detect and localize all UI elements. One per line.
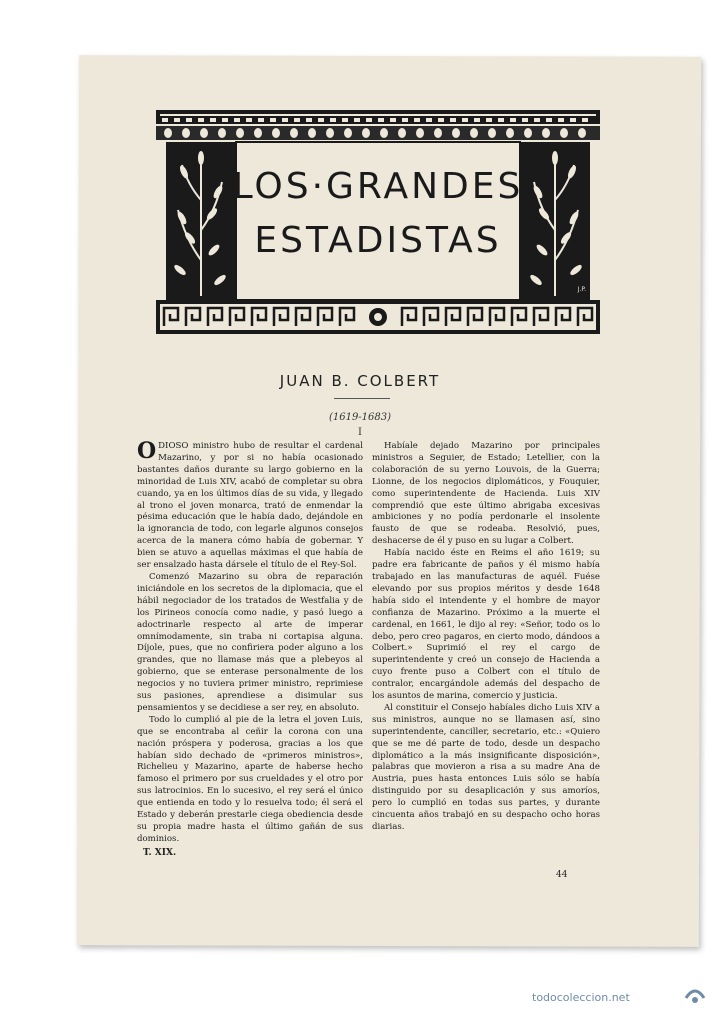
- page-number: 44: [556, 870, 568, 880]
- header-monogram: J.P.: [577, 286, 586, 293]
- text-column-right: [372, 441, 600, 834]
- paragraph: Comenzó Mazarino su obra de reparación iniciándole en los secretos de la diplomacia, que el hábil negociador de los tratados de Westfalia y de los Pirineos conocía como nadie, y pasó luego a adoctrinarle respecto al arte de imperar omnímodamente, sin traba ni cortapisa alguna. Díjole, pues, que no confiriera poder alguno a los grandes, que no llamase más que a plebeyos al gobierno, que se enterase personalmente de los negocios y no tuviera primer ministro, reprimiese sus pasiones, aprendiese a disimular sus pensamientos y se decidiese a ser rey, en absoluto.: [137, 571, 363, 713]
- watermark-text: todocoleccion.net: [532, 991, 630, 1004]
- decorative-header: [156, 110, 600, 334]
- article-author: JUAN B. COLBERT: [279, 372, 441, 390]
- text-column-left: [137, 438, 363, 846]
- paragraph: Todo lo cumplió al pie de la letra el joven Luis, que se encontraba al ceñir la corona con una nación próspera y poderosa, gracias a los que habían sido dechado de «primeros ministros», Richelieu y Mazarino, aparte de haberse hecho famoso el primero por sus crueldades y el otro por sus latrocinios. En lo sucesivo, el rey será el único que entienda en todo y lo resuelva todo; él será el Estado y deberán prestarle ciega obediencia desde su propia madre hasta el último gañán de sus dominios.: [137, 714, 363, 844]
- title-rule: [334, 398, 390, 399]
- volume-label: T. XIX.: [143, 848, 177, 858]
- drop-cap: O: [137, 438, 157, 464]
- paragraph: Al constituir el Consejo habíales dicho Luis XIV a sus ministros, aunque no se llamasen así, sino superintendente, canciller, secretario, etc.: «Quiero que se me dé parte de todo, desde un despacho diplomático a la más insignificante disposición», palabras que movieron a risa a su madre Ana de Austria, pues hasta entonces Luis sólo se había distinguido por su desaplicación y sus amoríos, pero lo cumplió en todas sus partes, y durante cincuenta años trabajó en su despacho ocho horas diarias.: [372, 702, 600, 832]
- paragraph: [137, 438, 363, 572]
- paragraph-text: DIOSO ministro hubo de resultar el cardenal Mazarino, y por si no había ocasionado bastantes daños durante su largo gobierno en la minoridad de Luis XIV, acabó de completar su obra cuando, ya en los últimos días de su vida, y llegado al trono el joven monarca, trató de enmendar la pésima educación que le había dado, dejándole en la ignorancia de todo, con legarle algunos consejos acerca de la manera cómo había de gobernar. Y bien se atuvo a aquellas máximas el que había de ser ensalzado hasta dársele el título de el Rey-Sol.: [137, 441, 363, 571]
- watermark-icon: [682, 980, 708, 1006]
- section-number: I: [358, 427, 362, 438]
- header-title-line-2: ESTADISTAS: [254, 220, 502, 261]
- header-title-line-1: LOS·GRANDES: [232, 166, 524, 207]
- paragraph: Había nacido éste en Reims el año 1619; su padre era fabricante de paños y él mismo había trabajado en las manufacturas de aquél. Fuése elevando por sus propios méritos y desde 1648 había sido el intendente y el hombre de mayor confianza de Mazarino. Próximo a la muerte el cardenal, en 1661, le dijo al rey: «Señor, todo os lo debo, pero creo pagaros, en cierto modo, dándoos a Colbert.» Suprimió el rey el cargo de superintendente y creó un consejo de Hacienda a cuyo frente puso a Colbert con el título de contralor, encargándole además del despacho de los asuntos de marina, comercio y justicia.: [372, 548, 600, 702]
- article-dates: (1619-1683): [328, 412, 392, 423]
- paragraph: Habíale dejado Mazarino por principales ministros a Seguier, de Estado; Letellier, con la colaboración de su yerno Louvois, de la Guerra; Lionne, de los negocios diplomáticos, y Fouquier, como superintendente de Hacienda. Luis XIV comprendió que este último abrigaba excesivas ambiciones y no podía perdonarle el insolente fausto de que se rodeaba. Resolvió, pues, deshacerse de él y puso en su lugar a Colbert.: [372, 441, 600, 547]
